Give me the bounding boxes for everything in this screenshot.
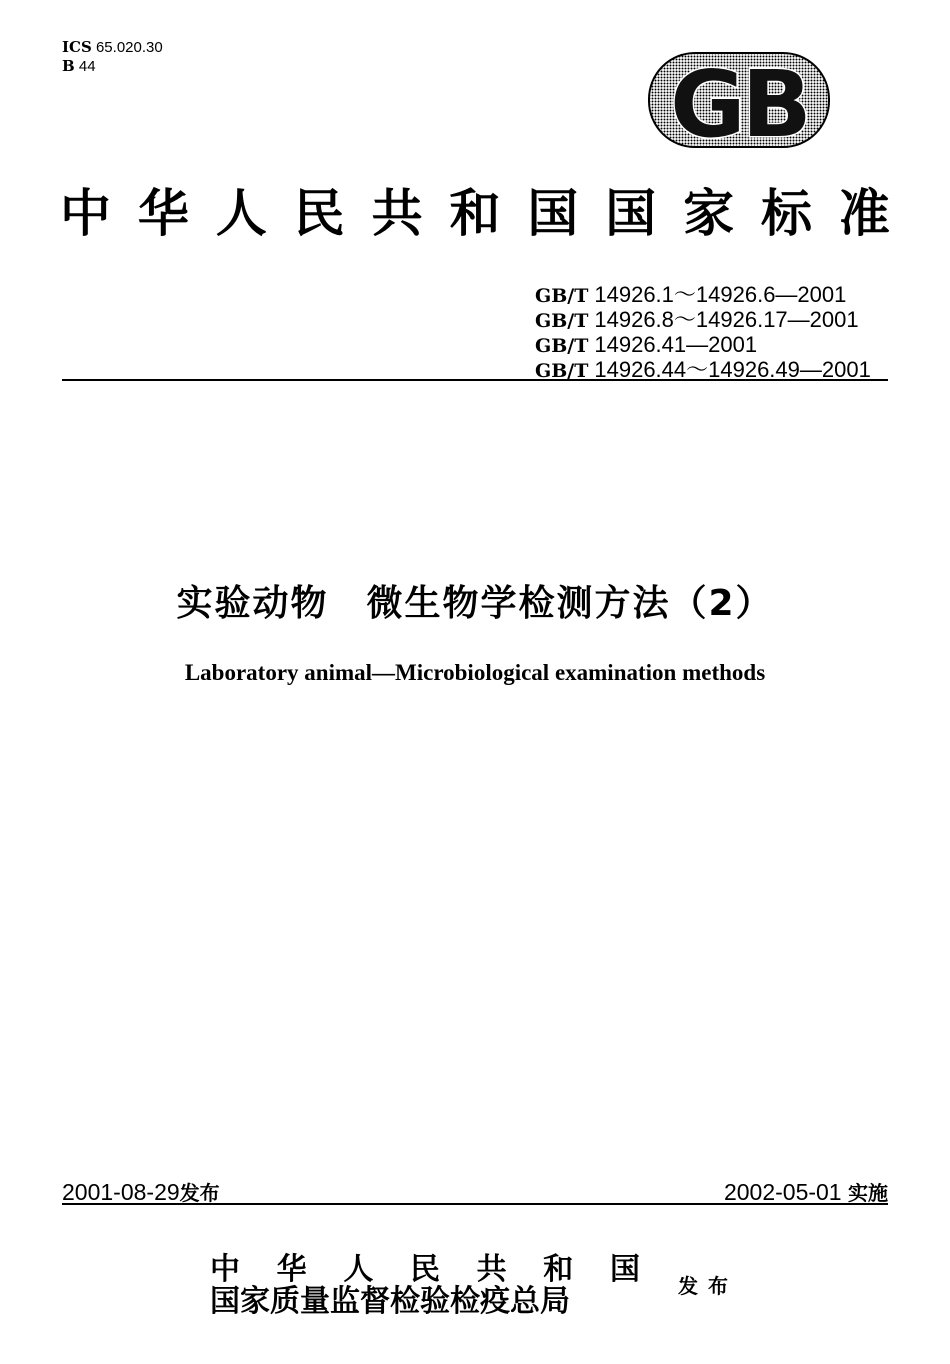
standard-title-char: 家 <box>683 184 735 244</box>
standard-title-char: 标 <box>761 184 813 244</box>
header-divider <box>62 379 888 381</box>
issuer-line-1-char: 共 <box>476 1252 507 1287</box>
gb-logo-icon <box>648 52 830 148</box>
issuer-word: 发布 <box>678 1274 738 1298</box>
classification-codes <box>62 38 163 76</box>
standard-number-prefix: GB/T <box>535 335 589 357</box>
ccs-code: 44 <box>78 58 96 75</box>
ccs-label: B <box>62 57 75 75</box>
standard-title-char: 和 <box>449 184 501 244</box>
issue-date-word: 发布 <box>179 1181 220 1205</box>
ics-label: ICS <box>62 38 92 56</box>
ics-code: 65.020.30 <box>95 39 163 56</box>
issuer-line-1-char: 中 <box>210 1252 240 1287</box>
standard-title-char: 人 <box>215 184 267 244</box>
standard-number-prefix: GB/T <box>535 310 589 332</box>
issuer-line-1 <box>210 1254 640 1286</box>
issuer-line-1-char: 人 <box>343 1252 374 1287</box>
implement-date-word: 实施 <box>848 1181 888 1205</box>
issuer-line-2: 国家质量监督检验检疫总局 <box>210 1284 570 1319</box>
standard-title <box>60 184 890 244</box>
implement-date-block <box>724 1177 888 1206</box>
standard-title-char: 中 <box>60 184 112 244</box>
standard-number: 14926.41—2001 <box>594 332 758 357</box>
document-title-en: Laboratory animal—Microbiological examination methods <box>184 660 766 685</box>
issuer-block <box>210 1254 640 1318</box>
standard-title-char: 民 <box>293 184 345 244</box>
issue-date: 2001-08-29 <box>62 1179 180 1205</box>
standard-number-row <box>535 308 871 333</box>
issuer-line-1-char: 国 <box>609 1252 640 1287</box>
issuer-line-1-char: 华 <box>276 1252 307 1287</box>
gb-logo-text: GB <box>670 52 808 148</box>
standard-title-char: 国 <box>527 184 579 244</box>
standard-number: 14926.8～14926.17—2001 <box>594 307 859 332</box>
issue-date-block <box>62 1177 220 1206</box>
standard-title-char: 国 <box>605 184 657 244</box>
footer-divider <box>62 1203 888 1205</box>
standard-number-prefix: GB/T <box>535 360 589 382</box>
ics-line <box>62 38 163 57</box>
standard-title-char: 准 <box>838 184 890 244</box>
ccs-line <box>62 57 163 76</box>
issuer-line-1-char: 和 <box>543 1252 574 1287</box>
document-title-zh: 实验动物 微生物学检测方法（2） <box>176 583 774 624</box>
issuer-line-1-char: 民 <box>409 1252 440 1287</box>
implement-date: 2002-05-01 <box>723 1179 842 1205</box>
standard-title-char: 华 <box>137 184 189 244</box>
standard-number: 14926.44～14926.49—2001 <box>594 357 871 382</box>
standard-number-row <box>535 283 871 308</box>
standard-number: 14926.1～14926.6—2001 <box>594 282 847 307</box>
standard-title-char: 共 <box>371 184 423 244</box>
standard-number-row <box>535 333 871 358</box>
standard-number-prefix: GB/T <box>535 285 589 307</box>
standard-numbers <box>535 283 871 383</box>
